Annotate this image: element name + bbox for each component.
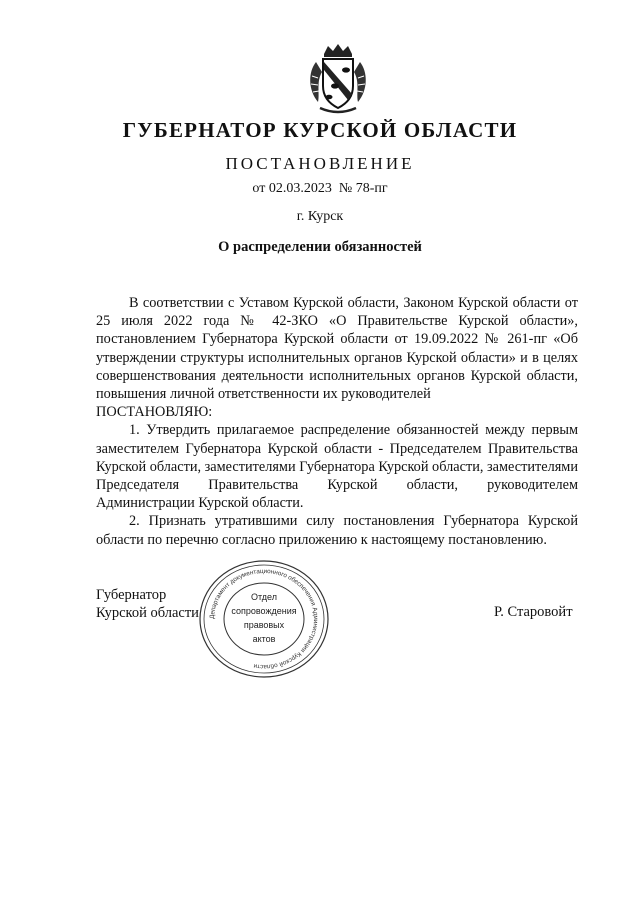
stamp-center-line-3: правовых bbox=[243, 620, 285, 630]
city: г. Курск bbox=[296, 209, 344, 224]
coat-of-arms-emblem bbox=[302, 42, 374, 114]
document-type: ПОСТАНОВЛЕНИЕ bbox=[225, 154, 415, 173]
signatory-title-line-1: Губернатор bbox=[96, 587, 167, 603]
resolve-word: ПОСТАНОВЛЯЮ: bbox=[96, 404, 213, 421]
issuing-authority: ГУБЕРНАТОР КУРСКОЙ ОБЛАСТИ bbox=[122, 118, 518, 142]
item-1-paragraph: 1. Утвердить прилагаемое распределение обязанностей между первым заместителем Губернатора Курской области - Председателем Правительства Курской области, заместителями Губернатора Курской области, заместителями Председателя Правительства Курской области, руководителем Администрации Курской области. bbox=[96, 422, 578, 512]
stamp-center-line-2: сопровождения bbox=[231, 606, 297, 616]
stamp-center-line-4: актов bbox=[252, 634, 276, 644]
document-body bbox=[96, 294, 578, 549]
signatory-title-line-2: Курской области bbox=[96, 605, 199, 621]
stamp-ring-text: Департамент документационного обеспечения Администрации Курской области bbox=[208, 567, 320, 671]
stamp-center-line-1: Отдел bbox=[250, 592, 278, 602]
signatory-title bbox=[96, 586, 199, 622]
document-subject: О распределении обязанностей bbox=[218, 239, 422, 255]
date-and-number: от 02.03.2023 № 78-пг bbox=[252, 181, 388, 196]
preamble-paragraph: В соответствии с Уставом Курской области, Законом Курской области от 25 июля 2022 года № 42-ЗКО «О Правительстве Курской области», постановлением Губернатора Курской области от 19.09.2022 № 261-пг «Об утверждении структуры исполнительных органов Курской области» и в целях совершенствования деятельности исполнительных органов Курской области, повышения личной ответственности их руководителей bbox=[96, 295, 578, 403]
item-2-paragraph: 2. Признать утратившими силу постановления Губернатора Курской области по перечню согласно приложению к настоящему постановлению. bbox=[96, 513, 578, 548]
official-stamp bbox=[196, 558, 332, 680]
signatory-name: Р. Старовойт bbox=[494, 604, 573, 620]
